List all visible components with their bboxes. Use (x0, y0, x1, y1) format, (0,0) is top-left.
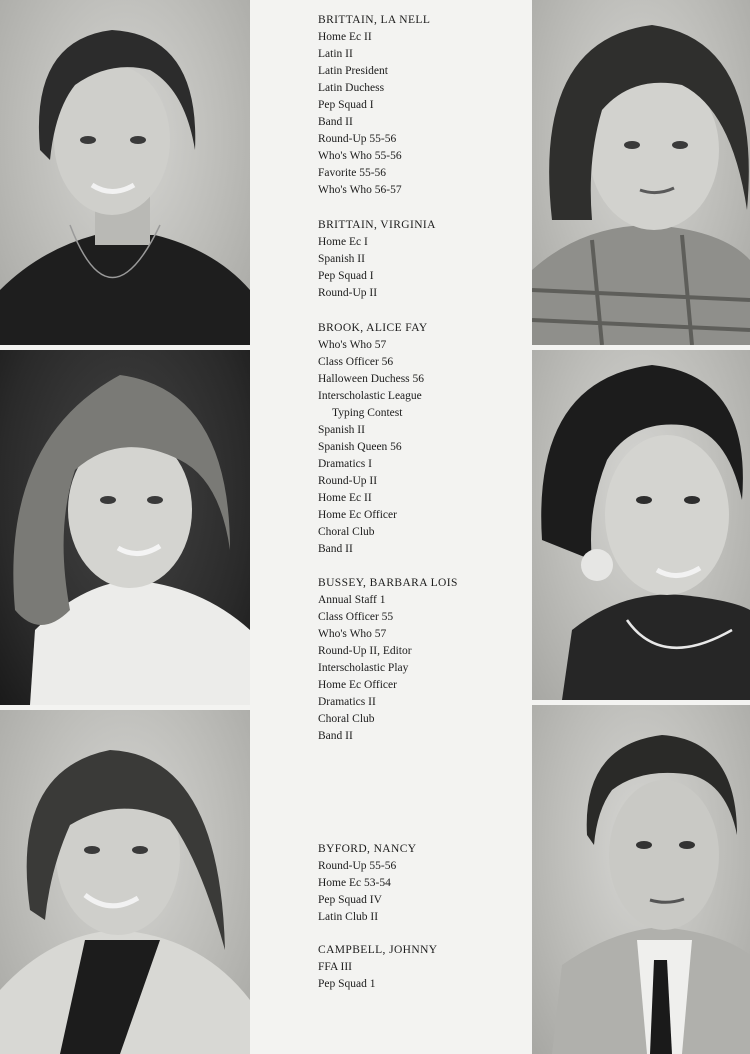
activity-item: Pep Squad 1 (318, 978, 376, 990)
activity-item: Class Officer 56 (318, 356, 394, 368)
activity-item: Who's Who 56-57 (318, 184, 402, 196)
student-name: BRITTAIN, VIRGINIA (318, 219, 436, 231)
activity-item: Band II (318, 543, 353, 555)
activity-item: Round-Up II (318, 287, 378, 299)
activity-item: Interscholastic League (318, 390, 422, 402)
activity-item: Who's Who 57 (318, 339, 387, 351)
activity-item: Spanish II (318, 253, 365, 265)
student-entry (318, 942, 518, 993)
activity-item: Spanish II (318, 424, 365, 436)
activity-item: Dramatics II (318, 696, 376, 708)
portrait-photo-byford-nancy (0, 710, 250, 1054)
activity-item: Latin Club II (318, 911, 379, 923)
student-name: BRITTAIN, LA NELL (318, 14, 431, 26)
activity-item: Latin Duchess (318, 82, 385, 94)
student-entry (318, 217, 518, 302)
activity-item: Round-Up II (318, 475, 378, 487)
portrait-photo-brittain-virginia (532, 0, 750, 345)
activity-item: Home Ec Officer (318, 509, 397, 521)
activity-item: Choral Club (318, 526, 375, 538)
activity-item: Spanish Queen 56 (318, 441, 402, 453)
portrait-photo-brook-alice-fay (0, 350, 250, 705)
portrait-photo-bussey-barbara-lois (532, 350, 750, 700)
activity-item: Band II (318, 730, 353, 742)
activity-item: Halloween Duchess 56 (318, 373, 425, 385)
activity-item: Latin II (318, 48, 353, 60)
activity-item: Class Officer 55 (318, 611, 394, 623)
activity-item: Pep Squad I (318, 99, 374, 111)
student-entry (318, 575, 518, 745)
activity-item: Favorite 55-56 (318, 167, 387, 179)
activity-item: Pep Squad I (318, 270, 374, 282)
activity-item: Who's Who 57 (318, 628, 387, 640)
activity-item: Round-Up 55-56 (318, 133, 397, 145)
activity-item: Home Ec II (318, 31, 372, 43)
activity-item: Latin President (318, 65, 388, 77)
student-entry (318, 841, 518, 926)
activity-item: Round-Up 55-56 (318, 860, 397, 872)
activity-item: Pep Squad IV (318, 894, 382, 906)
activity-item: FFA III (318, 961, 352, 973)
student-name: BYFORD, NANCY (318, 843, 417, 855)
portrait-photo-brittain-la-nell (0, 0, 250, 345)
activity-item: Home Ec Officer (318, 679, 397, 691)
activity-item: Who's Who 55-56 (318, 150, 402, 162)
student-entry (318, 320, 518, 558)
activity-item: Round-Up II, Editor (318, 645, 412, 657)
student-name: BUSSEY, BARBARA LOIS (318, 577, 458, 589)
activity-item: Home Ec 53-54 (318, 877, 391, 889)
student-entry (318, 12, 518, 199)
activity-item: Band II (318, 116, 353, 128)
activity-item: Dramatics I (318, 458, 372, 470)
activity-item: Choral Club (318, 713, 375, 725)
activity-item: Interscholastic Play (318, 662, 409, 674)
student-name: CAMPBELL, JOHNNY (318, 944, 438, 956)
activity-item: Home Ec I (318, 236, 368, 248)
student-name: BROOK, ALICE FAY (318, 322, 428, 334)
portrait-photo-campbell-johnny (532, 705, 750, 1054)
activity-item: Home Ec II (318, 492, 372, 504)
activity-item: Annual Staff 1 (318, 594, 386, 606)
activity-item: Typing Contest (332, 407, 403, 419)
